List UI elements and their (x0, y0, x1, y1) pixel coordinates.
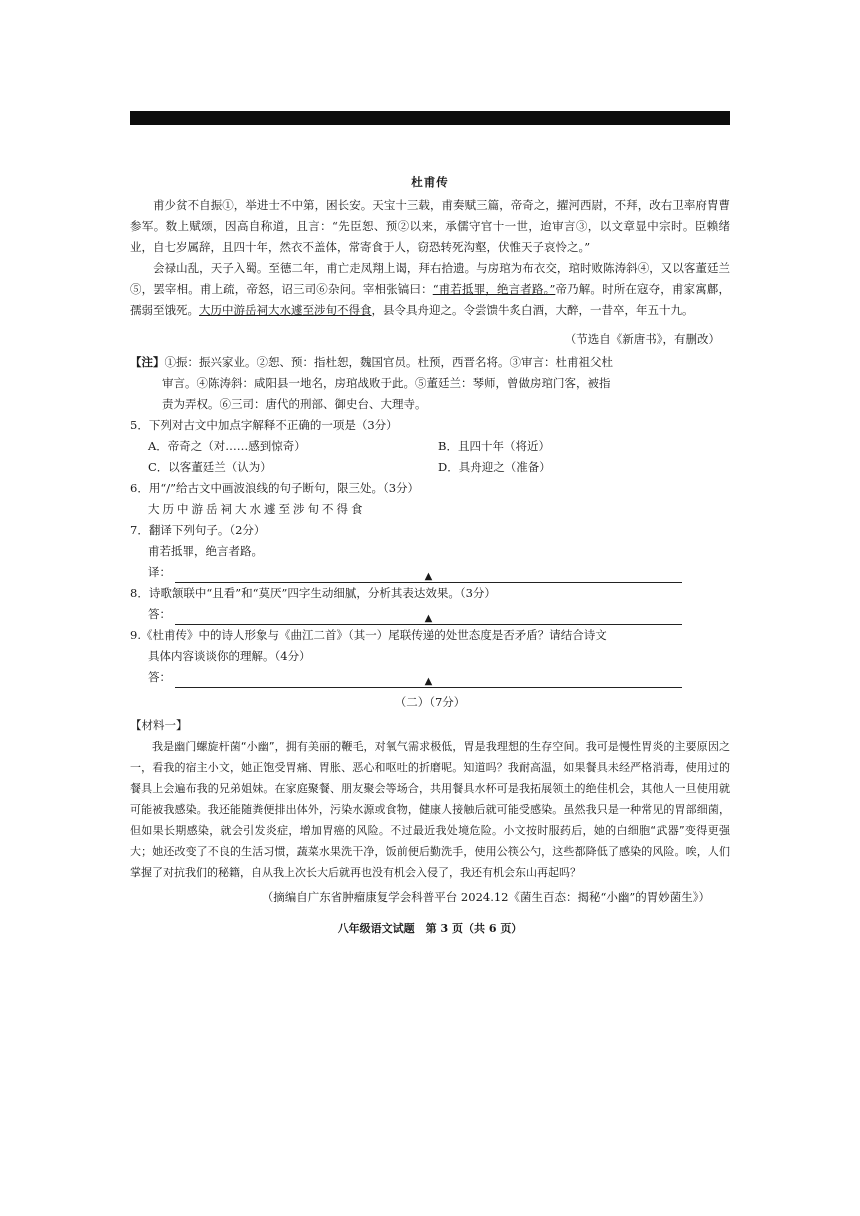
option-d: D．具舟迎之（准备） (438, 460, 551, 474)
paragraph-2-text-b: 帝乃解。时所在寇夺，甫家寓鄜，孺弱至饿死。 (130, 282, 731, 317)
material-1-source: （摘编自广东省肿瘤康复学会科普平台 2024.12《菌生百态：揭秘“小幽”的胃妙菌生》） (261, 890, 710, 904)
notes-line-2: 审言。④陈涛斜：咸阳县一地名，房琯战败于此。⑤董廷兰：琴师，曾做房琯门客，被指 (162, 376, 611, 390)
underlined-sentence: “甫若抵罪，绝言者路。” (432, 282, 556, 296)
top-black-bar (130, 111, 730, 125)
triangle-marker-icon: ▲ (424, 571, 433, 582)
answer-underline (175, 570, 682, 583)
question-5-stem: 5．下列对古文中加点字解释不正确的一项是（3分） (130, 418, 398, 432)
question-8-stem: 8．诗歌颔联中“且看”和“莫厌”四字生动细腻，分析其表达效果。（3分） (130, 586, 496, 600)
answer-underline (175, 675, 682, 688)
passage-paragraph-1: 甫少贫不自振①，举进士不中第，困长安。天宝十三载，甫奏赋三篇，帝奇之，擢河西尉，不拜，改右卫率府胄曹参军。数上赋颂，因高自称道，且言：“先臣恕、预②以来，承儒守官十一世，迨审言③，以文章显中宗时。臣赖绪业，自七岁属辞，且四十年，然衣不盖体，常寄食于人，窃恐转死沟壑，伏惟天子哀怜之。” (130, 198, 730, 254)
notes-text-1: ①振：振兴家业。②恕、预：指杜恕，魏国官员。杜预，西晋名将。③审言：杜甫祖父杜 (164, 355, 613, 369)
passage-source: （节选自《新唐书》，有删改） (564, 332, 720, 346)
question-9-stem-line-2: 具体内容谈谈你的理解。（4分） (148, 649, 311, 663)
notes-line-1 (130, 352, 730, 373)
question-6-sentence: 大历中游岳祠大水遽至涉旬不得食 (148, 502, 366, 516)
option-a: A．帝奇之（对……感到惊奇） (148, 439, 306, 453)
option-b: B．且四十年（将近） (438, 439, 550, 453)
section-2-heading: （二）（7分） (394, 695, 466, 709)
page-footer: 八年级语文试题 第 3 页（共 6 页） (337, 922, 523, 935)
triangle-marker-icon: ▲ (424, 613, 433, 624)
option-c: C．以客董廷兰（认为） (148, 460, 272, 474)
notes-line-3: 责为弄权。⑥三司：唐代的刑部、御史台、大理寺。 (162, 397, 427, 411)
question-9-stem-line-1: 9.《杜甫传》中的诗人形象与《曲江二首》（其一）尾联传递的处世态度是否矛盾？请结合诗文 (130, 628, 607, 642)
question-7-stem: 7．翻译下列句子。（2分） (130, 523, 266, 537)
wavy-sentence: 大历中游岳祠大水遽至涉旬不得食 (199, 303, 372, 317)
notes-block (130, 352, 730, 415)
answer-underline (175, 612, 682, 625)
question-7-answer-line[interactable] (148, 562, 730, 583)
translate-label: 译： (148, 565, 171, 579)
triangle-marker-icon: ▲ (424, 676, 433, 687)
question-6-stem: 6．用“/”给古文中画波浪线的句子断句，限三处。（3分） (130, 481, 420, 495)
question-9-answer-line[interactable] (148, 667, 730, 688)
answer-label: 答： (148, 670, 171, 684)
exam-page (130, 140, 730, 939)
paragraph-2-text-c: ，县令具舟迎之。令尝馈牛炙白酒，大醉，一昔卒，年五十九。 (371, 303, 694, 317)
question-8-answer-line[interactable] (148, 604, 730, 625)
question-7-sentence: 甫若抵罪，绝言者路。 (148, 544, 263, 558)
notes-label: 【注】 (130, 355, 165, 369)
answer-label: 答： (148, 607, 171, 621)
passage-title: 杜甫传 (411, 175, 449, 189)
material-1-text: 我是幽门螺旋杆菌“小幽”，拥有美丽的鞭毛，对氧气需求极低，胃是我理想的生存空间。我可是慢性胃炎的主要原因之一，看我的宿主小文，她正饱受胃痛、胃胀、恶心和呕吐的折磨呢。知道吗？我耐高温，如果餐具未经严格消毒，使用过的餐具上会遍布我的兄弟姐妹。在家庭聚餐、朋友聚会等场合，共用餐具水杯可是我拓展领土的绝佳机会，其他人一旦使用就可能被我感染。我还能随粪便排出体外，污染水源或食物，健康人接触后就可能受感染。虽然我只是一种常见的胃部细菌，但如果长期感染，就会引发炎症，增加胃癌的风险。不过最近我处境危险。小文按时服药后，她的白细胞“武器”变得更强大；她还改变了不良的生活习惯，蔬菜水果洗干净，饭前便后勤洗手，使用公筷公勺，这些都降低了感染的风险。唉，人们掌握了对抗我们的秘籍，自从我上次长大后就再也没有机会入侵了，我还有机会东山再起吗？ (130, 740, 730, 879)
passage-paragraph-2 (130, 258, 730, 321)
paragraph-2-text-a: 会禄山乱，天子入蜀。至德二年，甫亡走凤翔上谒，拜右拾遗。与房琯为布衣交，琯时败陈涛斜④，又以客董廷兰⑤，罢宰相。甫上疏，帝怒，诏三司⑥杂问。宰相张镐曰： (130, 261, 730, 296)
question-5-options (148, 436, 730, 478)
material-1-title: 【材料一】 (130, 718, 188, 732)
